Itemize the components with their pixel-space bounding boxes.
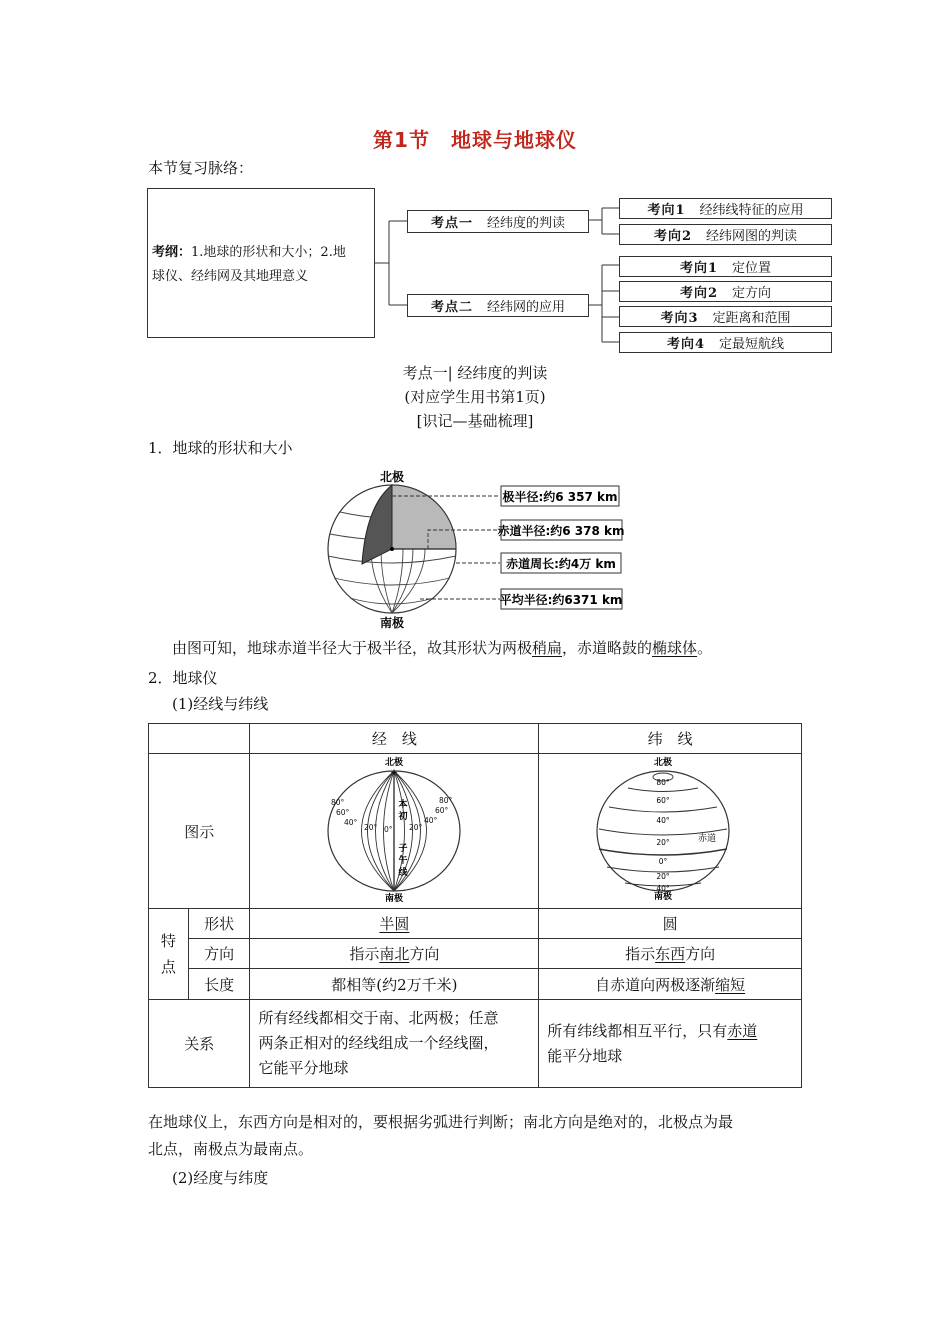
lat-label: 40° (656, 816, 670, 825)
earth-figure (320, 466, 640, 630)
direction-paragraph-line1: 在地球仪上，东西方向是相对的，要根据劣弧进行判断；南北方向是绝对的，北极点为最 (148, 1113, 734, 1131)
subheading-lon-lat: (2)经度与纬度 (172, 1169, 269, 1187)
lat-label: 0° (658, 857, 668, 866)
meridian-relation: 所有经线都相交于南、北两极；任意 两条正相对的经线组成一个经线圈， 它能平分地球 (250, 1000, 539, 1088)
row-label-shape: 形状 (188, 909, 250, 939)
lon-label: 60° (336, 808, 350, 817)
meridian-north-label: 北极 (385, 758, 404, 768)
subheading-lines: (1)经线与纬线 (172, 695, 269, 713)
parallel-relation-equator: 赤道 (727, 1021, 758, 1040)
lon-label: 20° (364, 823, 378, 832)
meridian-length: 都相等(约2万千米) (250, 969, 539, 1000)
syllabus-line1: 1.地球的形状和大小；2.地 (191, 245, 346, 260)
point2-name: 经纬网的应用 (487, 300, 566, 315)
section-heading: 考点一| 经纬度的判读 (402, 364, 548, 382)
row-label-length: 长度 (188, 969, 250, 1000)
dir-box (619, 256, 832, 277)
lon-label: 80° (439, 796, 453, 805)
lat-label: 20° (656, 872, 670, 881)
meridian-shape (250, 909, 539, 939)
lat-label: 20° (656, 838, 670, 847)
prime-meridian-char: 午 (398, 856, 408, 866)
para1-text: ，赤道略鼓的 (562, 639, 653, 657)
south-pole-label: 南极 (379, 616, 405, 630)
north-pole-label: 北极 (379, 470, 405, 484)
parallel-relation: 所有纬线都相互平行，只有赤道 能平分地球 (539, 1000, 802, 1088)
lat-label: 80° (656, 778, 670, 787)
header-empty-cell (149, 724, 250, 754)
prime-meridian-char: 初 (398, 812, 408, 822)
dir-label: 考向4 (666, 337, 706, 352)
section-ref: (对应学生用书第1页) (404, 388, 546, 406)
point1-name: 经纬度的判读 (487, 216, 566, 231)
meridian-direction: 指示南北方向 (250, 939, 539, 969)
syllabus-line2: 球仪、经纬网及其地理意义 (152, 269, 309, 284)
equatorial-radius-label: 赤道半径:约6 378 km (497, 524, 625, 538)
lon-label: 20° (409, 823, 423, 832)
meridian-parallel-table (148, 723, 802, 1088)
svg-text:+: + (390, 768, 399, 778)
direction-paragraph-line2: 北点，南极点为最南点。 (148, 1140, 314, 1158)
shape-paragraph (172, 637, 712, 659)
parallel-south-label: 南极 (654, 892, 673, 902)
prime-meridian-char: 线 (398, 868, 408, 878)
dir-label: 考向1 (647, 203, 686, 218)
dir-text: 定位置 (732, 261, 772, 276)
row-label-relation: 关系 (149, 1000, 250, 1088)
row-label-direction: 方向 (188, 939, 250, 969)
dir-box (619, 198, 832, 219)
point2-label: 考点二 (430, 300, 473, 315)
prime-meridian-char: 本 (398, 800, 408, 810)
dir-box (619, 306, 832, 327)
lon-label: 40° (424, 816, 438, 825)
polar-radius-label: 极半径:约6 357 km (502, 490, 618, 504)
meridian-shape-value: 半圆 (379, 915, 410, 933)
lat-label: 40° (656, 884, 670, 893)
dir-box (619, 332, 832, 353)
parallel-direction-value: 东西 (655, 945, 686, 963)
parallel-shape: 圆 (539, 909, 802, 939)
meridian-south-label: 南极 (385, 894, 404, 903)
syllabus-box (147, 188, 375, 338)
parallel-length: 自赤道向两极逐渐缩短 (539, 969, 802, 1000)
intro-text: 本节复习脉络： (148, 159, 254, 177)
row-label-figure: 图示 (149, 754, 250, 909)
para1-underline-ellipsoid: 椭球体 (652, 639, 698, 657)
point1-label: 考点一 (430, 216, 473, 231)
heading-shape-size: 1．地球的形状和大小 (148, 439, 293, 457)
dir-label: 考向2 (679, 286, 719, 301)
syllabus-label: 考纲： (152, 245, 192, 260)
heading-globe: 2．地球仪 (148, 669, 218, 687)
dir-text: 定方向 (732, 286, 772, 301)
dir-label: 考向3 (660, 311, 699, 326)
point2-box (407, 294, 589, 317)
parallel-figure (595, 755, 745, 903)
lon-label: 40° (344, 818, 358, 827)
prime-meridian-char: 子 (398, 844, 408, 854)
features-label: 特点 (149, 909, 189, 1000)
header-meridian: 经 线 (250, 724, 539, 754)
para1-underline-flattened: 稍扁 (532, 639, 563, 657)
lon-label: 60° (435, 806, 449, 815)
equator-label: 赤道 (698, 834, 717, 844)
meridian-direction-value: 南北 (379, 945, 410, 963)
dir-box (619, 281, 832, 302)
dir-label: 考向2 (653, 229, 693, 244)
mean-radius-label: 平均半径:约6371 km (499, 593, 623, 607)
dir-text: 经纬网图的判读 (706, 229, 798, 244)
lat-label: 60° (656, 796, 670, 805)
meridian-figure-cell (250, 754, 539, 909)
parallel-length-value: 缩短 (715, 975, 746, 994)
lon-label: 80° (331, 798, 345, 807)
parallel-north-label: 北极 (654, 758, 673, 768)
equator-circumference-label: 赤道周长:约4万 km (506, 557, 616, 571)
para1-text: 由图可知，地球赤道半径大于极半径，故其形状为两极 (172, 639, 533, 657)
dir-text: 定最短航线 (719, 337, 785, 352)
para1-text: 。 (697, 639, 713, 657)
lon-label: 0° (384, 825, 393, 834)
point1-box (407, 210, 589, 233)
parallel-direction: 指示东西方向 (539, 939, 802, 969)
page-title: 第1节 地球与地球仪 (373, 128, 577, 152)
dir-label: 考向1 (679, 261, 719, 276)
dir-box (619, 224, 832, 245)
meridian-figure (319, 755, 469, 903)
header-parallel: 纬 线 (539, 724, 802, 754)
parallel-figure-cell (539, 754, 802, 909)
section-tag: [识记—基础梳理] (416, 412, 534, 430)
dir-text: 定距离和范围 (712, 311, 791, 326)
dir-text: 经纬线特征的应用 (699, 203, 804, 218)
